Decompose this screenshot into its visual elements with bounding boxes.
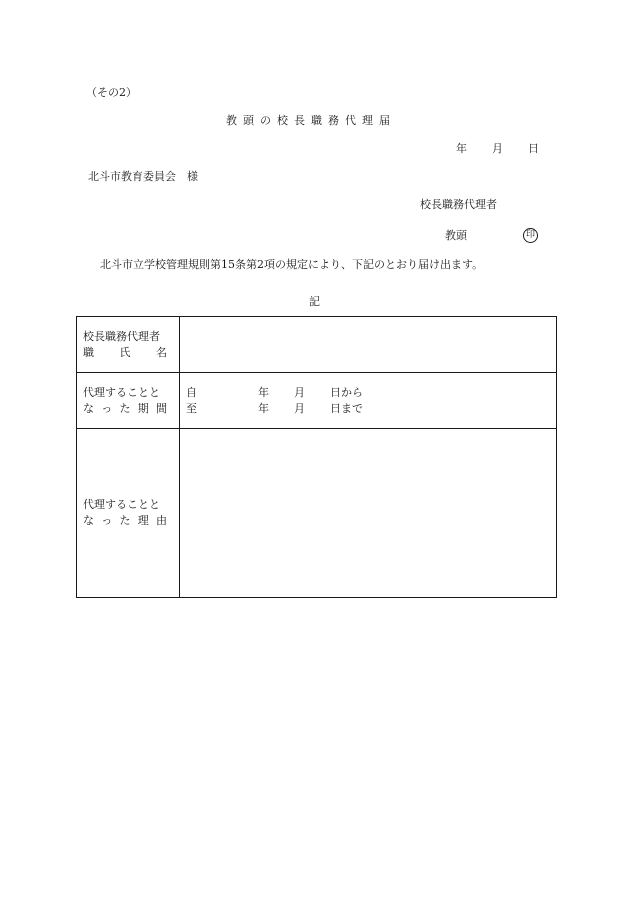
report-table (76, 316, 557, 598)
date-month: 月 (492, 142, 503, 155)
table-row-name (77, 317, 557, 373)
addressee: 北斗市教育委員会 様 (88, 170, 198, 183)
name-label-line1: 校長職務代理者 (83, 329, 160, 343)
period-value-cell[interactable] (180, 373, 557, 429)
table-row-reason (77, 429, 557, 598)
period-label-line2: な っ た 期 間 (83, 401, 167, 415)
reason-label-line2: な っ た 理 由 (83, 514, 167, 527)
ki-mark: 記 (309, 295, 320, 308)
name-value-cell[interactable] (180, 317, 557, 373)
table-row-period (77, 373, 557, 429)
seal-icon: 印 (523, 228, 538, 243)
date-year: 年 (456, 142, 467, 155)
document-title: 教頭の校長職務代理届 (226, 114, 396, 127)
name-label-cell (77, 317, 180, 373)
period-to-line: 至 年 月 日まで (186, 401, 363, 415)
signer-role: 校長職務代理者 (420, 198, 497, 211)
form-number: （その2） (86, 86, 137, 99)
signer-position: 教頭 (445, 229, 467, 242)
period-label-cell (77, 373, 180, 429)
name-label-line2: 職 氏 名 (83, 345, 167, 359)
period-from-line: 自 年 月 日から (186, 385, 363, 399)
date-day: 日 (528, 142, 539, 155)
statement: 北斗市立学校管理規則第15条第2項の規定により、下記のとおり届け出ます。 (100, 258, 484, 271)
reason-value-cell[interactable] (180, 429, 557, 598)
period-label-line1: 代理することと (83, 385, 160, 399)
reason-label-line1: 代理することと (83, 498, 160, 511)
reason-label-cell (77, 429, 180, 598)
